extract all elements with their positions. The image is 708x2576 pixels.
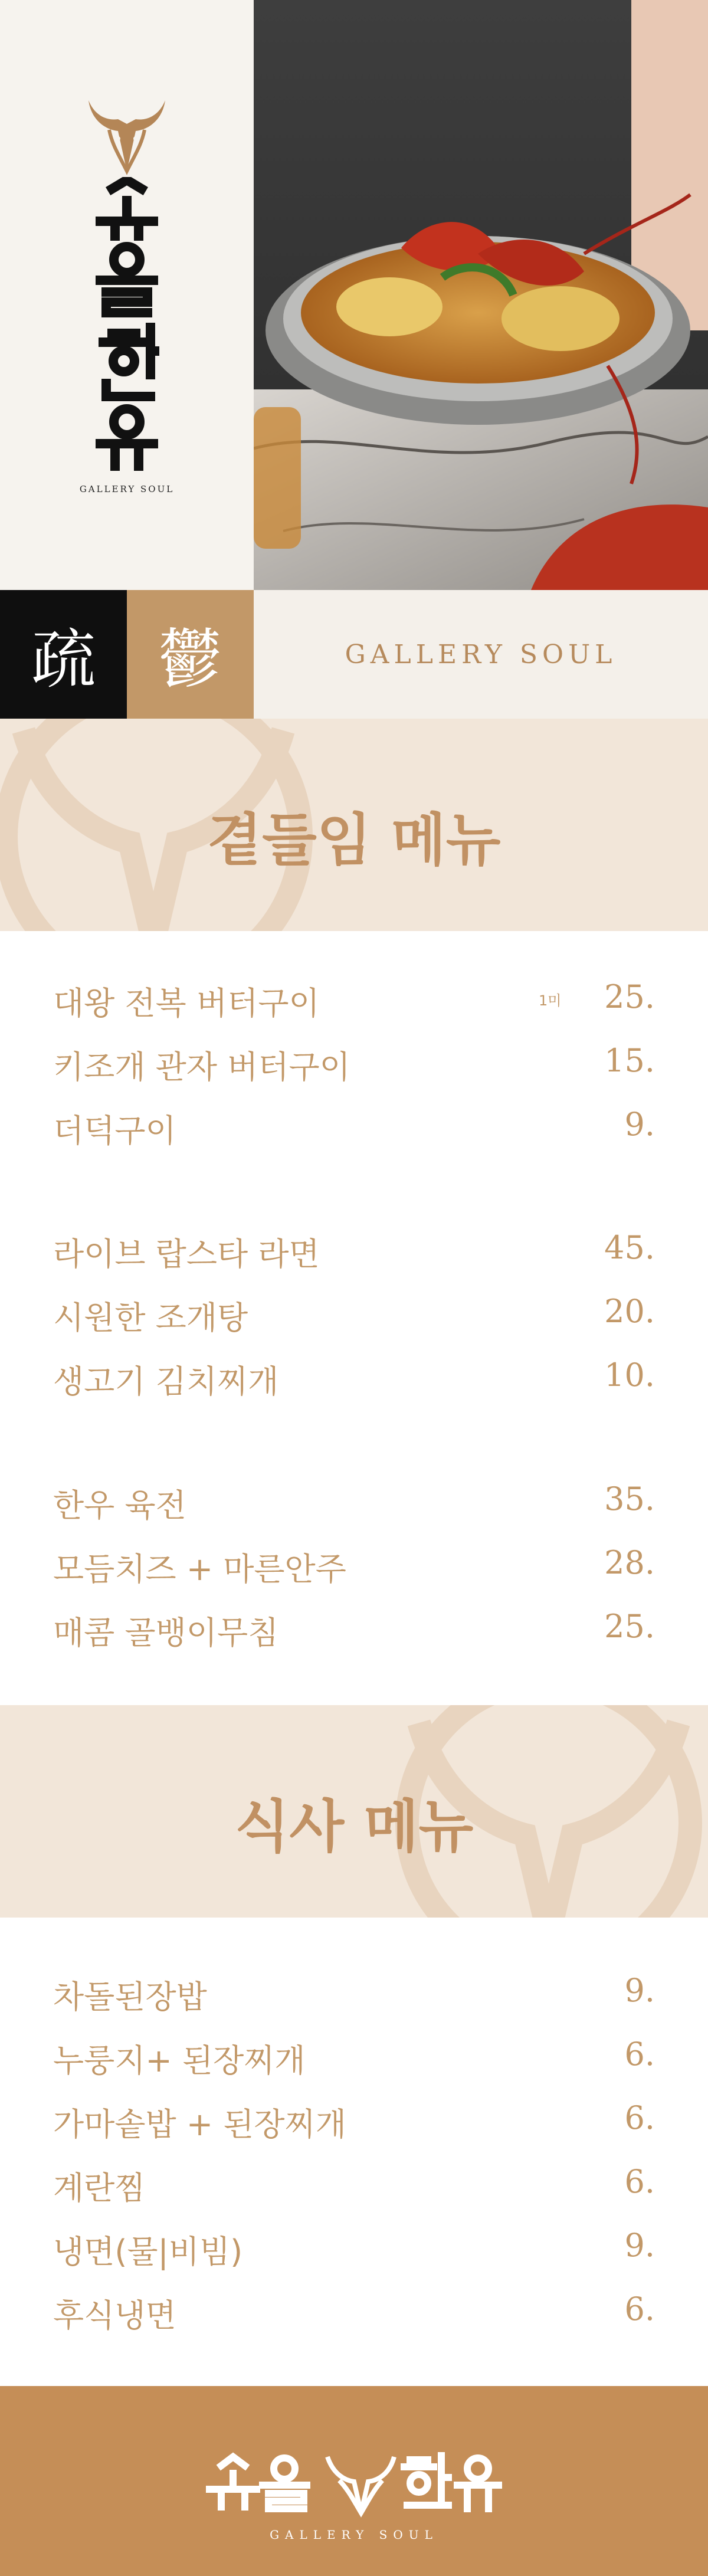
menu-item-price: 9. xyxy=(624,1106,655,1143)
section-header-meals xyxy=(0,1705,708,1918)
menu-item xyxy=(53,2227,655,2274)
menu-item-price: 25. xyxy=(604,978,655,1015)
vertical-brand-logo xyxy=(94,177,159,472)
menu-item-name: 시원한 조개탕 xyxy=(53,1299,248,1336)
menu-item xyxy=(53,1106,655,1153)
menu-item-price: 9. xyxy=(624,2227,655,2264)
footer-english: GALLERY SOUL xyxy=(270,2528,438,2542)
menu-item xyxy=(53,1293,655,1340)
menu-item-name: 냉면(물|비빔) xyxy=(53,2233,243,2270)
logo-panel xyxy=(0,0,254,590)
section-header-sides xyxy=(0,719,708,931)
menu-item-name: 더덕구이 xyxy=(53,1112,176,1149)
menu-item xyxy=(53,1972,655,2019)
menu-item-name: 키조개 관자 버터구이 xyxy=(53,1048,350,1086)
menu-item-name: 누룽지+ 된장찌개 xyxy=(53,2042,306,2079)
footer xyxy=(0,2386,708,2576)
menu-item xyxy=(53,2290,655,2338)
menu-item xyxy=(53,1356,655,1404)
section-title: 식사 메뉴 xyxy=(234,1794,474,1860)
menu-item-price: 6. xyxy=(624,2163,655,2200)
menu-item xyxy=(53,1480,655,1528)
bull-head-icon xyxy=(327,2457,394,2513)
menu-item xyxy=(53,1229,655,1276)
menu-item xyxy=(53,2036,655,2083)
hero-photo xyxy=(254,0,708,590)
menu-item xyxy=(53,2099,655,2146)
menu-item xyxy=(53,2163,655,2210)
menu-item-name: 대왕 전복 버터구이 xyxy=(53,985,320,1022)
title-band xyxy=(0,590,708,719)
menu-item-price: 9. xyxy=(624,1972,655,2009)
seal-brown: 鬱 xyxy=(127,590,254,719)
menu-item-name: 모듬치즈 + 마른안주 xyxy=(53,1551,346,1588)
menu-item xyxy=(53,1544,655,1591)
menu-item-name: 생고기 김치찌개 xyxy=(53,1363,279,1400)
menu-item xyxy=(53,978,655,1025)
menu-item-price: 15. xyxy=(604,1042,655,1079)
menu-item-price: 6. xyxy=(624,2290,655,2328)
brand-english: GALLERY SOUL xyxy=(345,639,617,670)
menu-item-price: 6. xyxy=(624,2036,655,2073)
footer-logo xyxy=(0,2386,708,2576)
menu-item-price: 45. xyxy=(604,1229,655,1266)
menu-item-price: 20. xyxy=(604,1293,655,1330)
menu-item xyxy=(53,1042,655,1089)
menu-item-name: 계란찜 xyxy=(53,2169,146,2207)
menu-item-price: 25. xyxy=(604,1608,655,1645)
menu-item-name: 후식냉면 xyxy=(53,2297,176,2334)
seal-black: 疏 xyxy=(0,590,127,719)
menu-item-price: 35. xyxy=(604,1480,655,1518)
menu-item-name: 차돌된장밥 xyxy=(53,1978,207,2015)
brand-wordmark-graphic xyxy=(94,177,159,472)
menu-item-name: 라이브 랍스타 라면 xyxy=(53,1235,320,1273)
menu-item xyxy=(53,1608,655,1655)
lobster-ramen-photo xyxy=(254,0,708,590)
menu-item-price: 6. xyxy=(624,2099,655,2136)
brand-english-small: GALLERY SOUL xyxy=(79,484,175,494)
hero xyxy=(0,0,708,590)
menu-item-price: 28. xyxy=(604,1544,655,1581)
menu-item-name: 가마솥밥 + 된장찌개 xyxy=(53,2106,346,2143)
menu-item-note: 1미 xyxy=(539,992,562,1009)
menu-item-price: 10. xyxy=(604,1356,655,1394)
bull-head-logo-icon xyxy=(77,89,177,177)
menu-item-name: 한우 육전 xyxy=(53,1487,186,1524)
section-title: 곁들임 메뉴 xyxy=(207,807,501,873)
menu-item-name: 매콤 골뱅이무침 xyxy=(53,1614,279,1651)
